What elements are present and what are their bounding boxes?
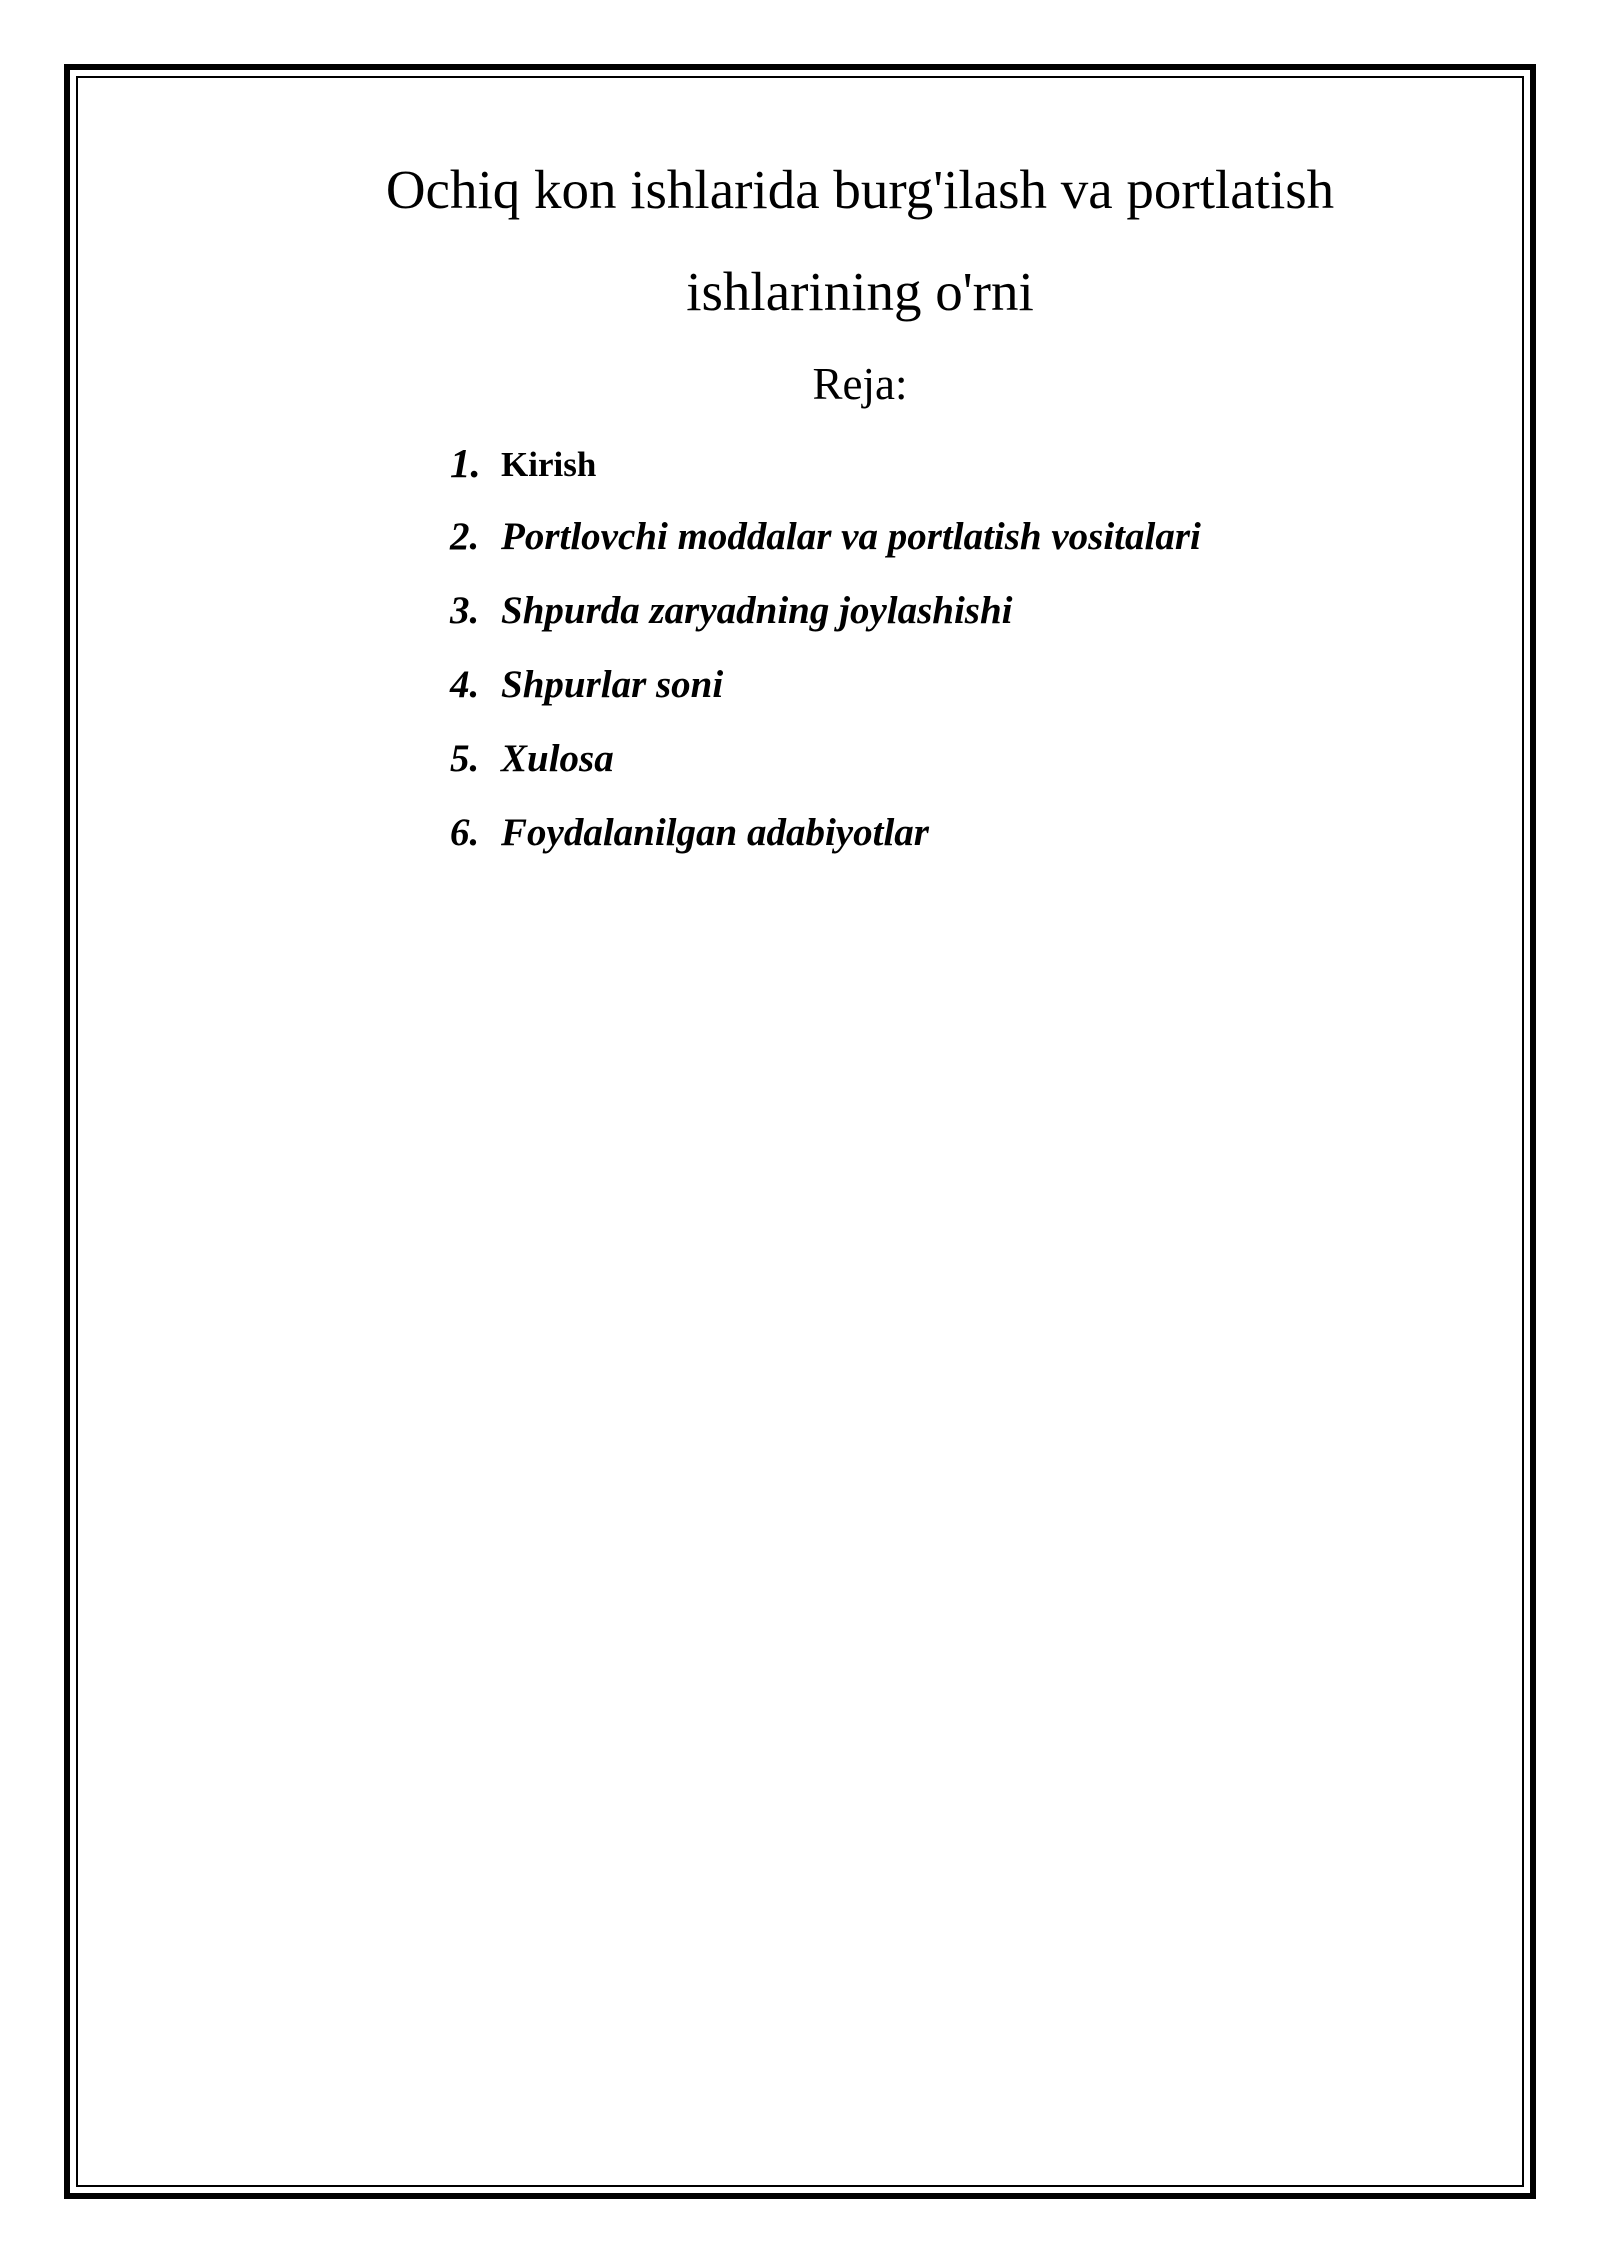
plan-item-number: 3.: [450, 589, 480, 632]
plan-item-number: 1.: [450, 440, 481, 486]
plan-item-label: Portlovchi moddalar va portlatish vositalari: [501, 515, 1201, 558]
document-title-line-2: ishlarining o'rni: [686, 261, 1034, 322]
plan-item: [450, 739, 1201, 813]
plan-item-label: Xulosa: [501, 737, 614, 780]
plan-item-label: Foydalanilgan adabiyotlar: [501, 811, 929, 854]
plan-item-label: Kirish: [501, 445, 597, 484]
plan-item: [450, 813, 1201, 887]
document-title-line-1: Ochiq kon ishlarida burg'ilash va portlatish: [385, 159, 1335, 220]
plan-item: [450, 517, 1201, 591]
plan-item-number: 4.: [450, 663, 480, 706]
plan-item-number: 5.: [450, 737, 480, 780]
plan-item: [450, 591, 1201, 665]
plan-item: [450, 440, 1201, 517]
plan-heading: Reja:: [812, 359, 908, 409]
plan-item-label: Shpurda zaryadning joylashishi: [501, 589, 1013, 632]
plan-item: [450, 665, 1201, 739]
plan-item-number: 2.: [450, 515, 480, 558]
plan-item-label: Shpurlar soni: [501, 663, 724, 706]
plan-item-number: 6.: [450, 811, 480, 854]
plan-list: [450, 440, 1201, 887]
